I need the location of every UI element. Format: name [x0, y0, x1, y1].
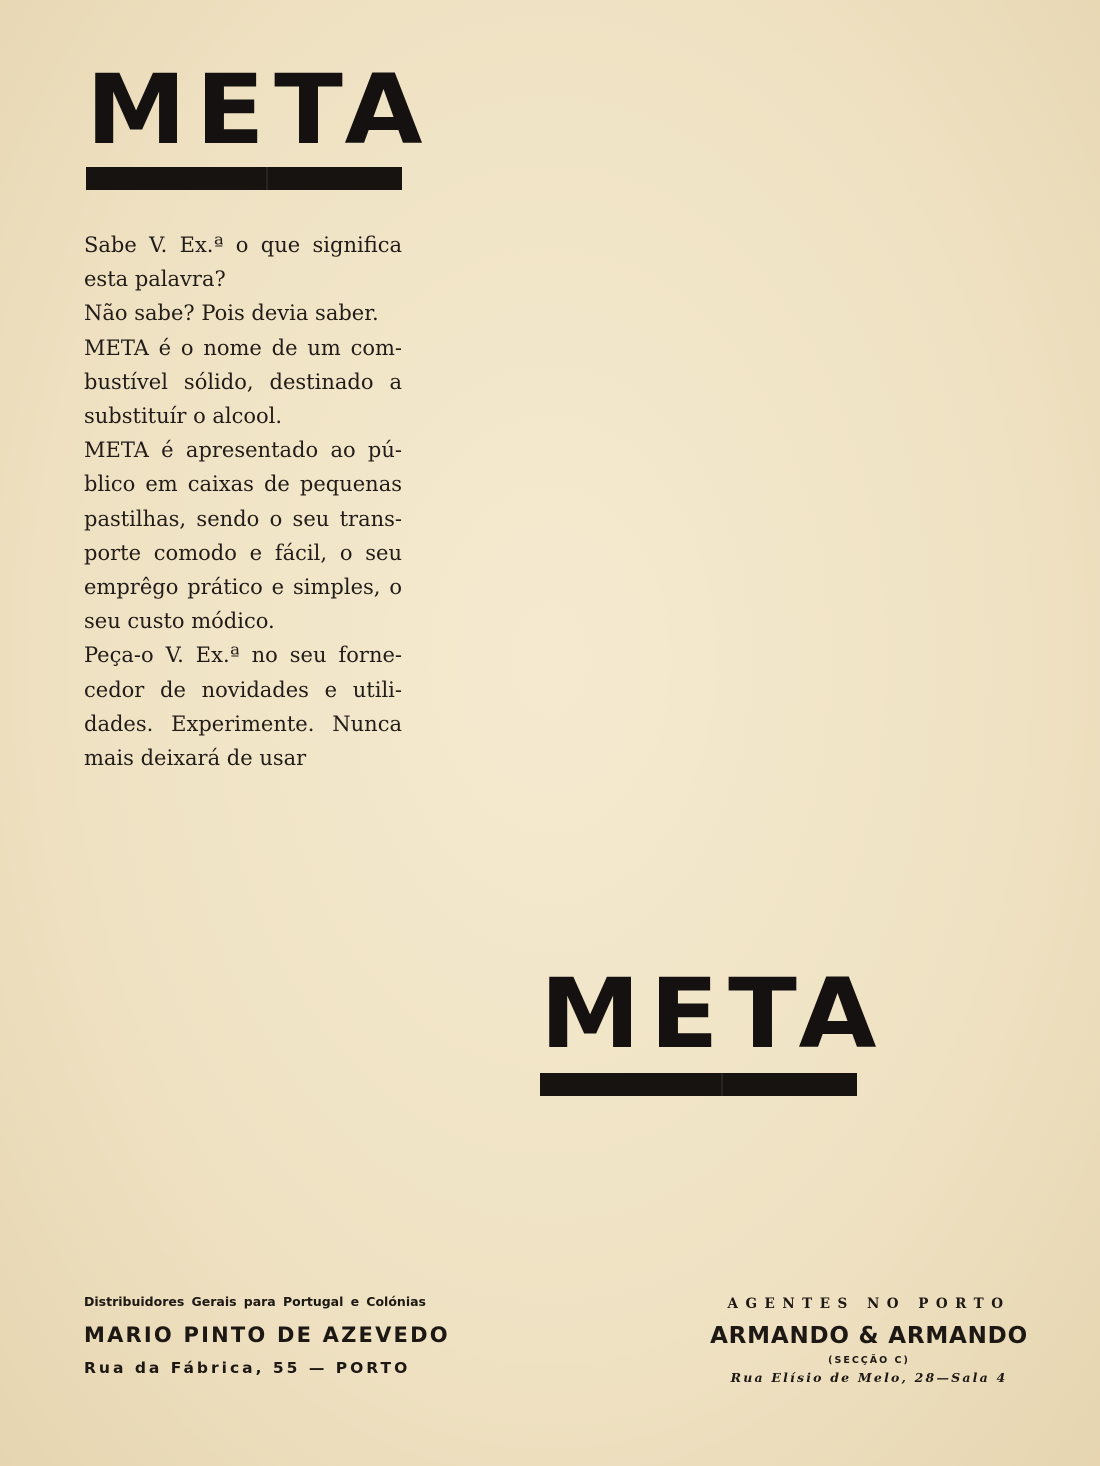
body-line: dades. Experimente. Nunca	[84, 711, 402, 736]
agents-name: ARMANDO & ARMANDO	[710, 1323, 1028, 1349]
body-line: emprêgo prático e simples, o	[84, 575, 402, 600]
body-line: cedor de novidades e utili-	[84, 677, 402, 702]
body-line: mais deixará de usar	[84, 746, 307, 771]
body-line: Sabe V. Ex.ª o que significa	[84, 233, 402, 257]
agents-address: Rua Elísio de Melo, 28—Sala 4	[730, 1370, 1008, 1385]
body-line: esta palavra?	[84, 267, 226, 292]
distributor-caption: Distribuidores Gerais para Portugal e Colónias	[84, 1294, 426, 1309]
body-line: pastilhas, sendo o seu trans-	[84, 506, 402, 531]
body-line: bustível sólido, destinado a	[84, 369, 402, 394]
meta-logo-bottom: META	[540, 958, 886, 1070]
distributor-name: MARIO PINTO DE AZEVEDO	[84, 1323, 450, 1347]
advertisement-body-text	[84, 228, 402, 775]
body-line: META é o nome de um com-	[84, 335, 402, 360]
body-line: seu custo módico.	[84, 609, 275, 634]
agents-caption: AGENTES NO PORTO	[727, 1296, 1011, 1312]
agents-block	[698, 1296, 1040, 1385]
body-line: blico em caixas de pequenas	[84, 472, 402, 497]
meta-logo-bar-top	[86, 167, 402, 190]
distributor-block	[84, 1294, 450, 1377]
body-line: porte comodo e fácil, o seu	[84, 540, 402, 565]
meta-logo-bar-bottom	[540, 1073, 857, 1096]
meta-logo-top: META	[86, 54, 432, 166]
distributor-address: Rua da Fábrica, 55 — PORTO	[84, 1359, 411, 1377]
body-line: Peça-o V. Ex.ª no seu forne-	[84, 643, 402, 668]
body-line: Não sabe? Pois devia saber.	[84, 301, 379, 326]
agents-section: (SECÇÃO C)	[828, 1355, 910, 1366]
body-line: META é apresentado ao pú-	[84, 438, 402, 463]
body-line: substituír o alcool.	[84, 404, 283, 429]
